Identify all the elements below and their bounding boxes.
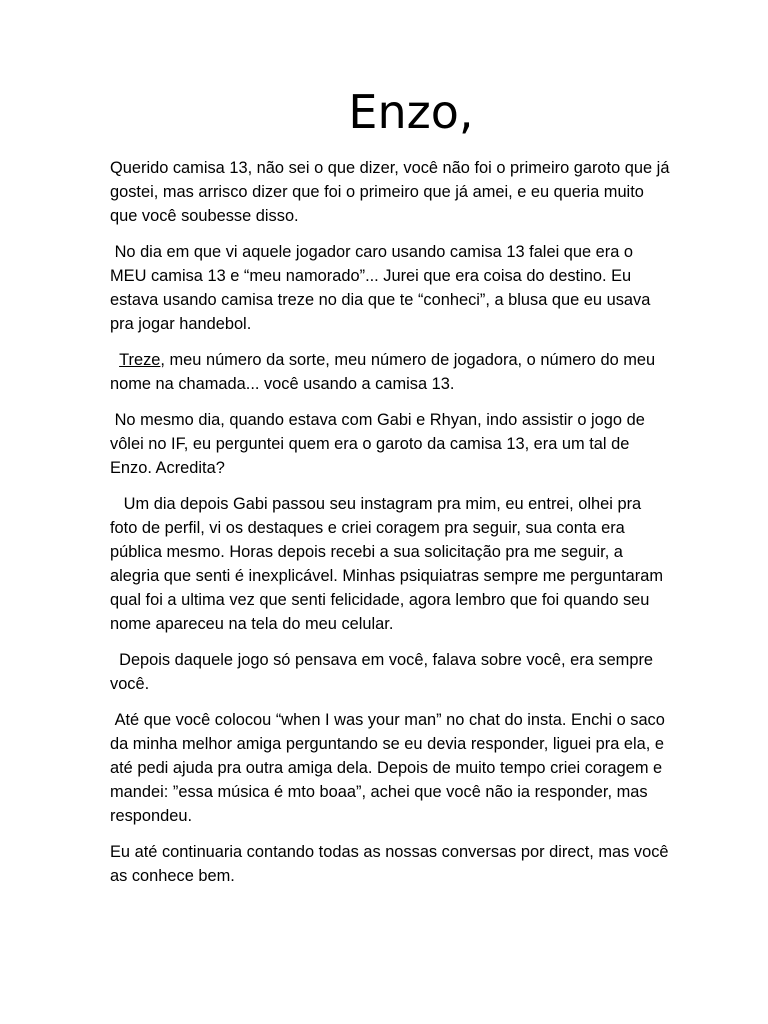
paragraph-1: Querido camisa 13, não sei o que dizer, você não foi o primeiro garoto que já gostei, mas arrisco dizer que foi o primeiro que já amei, e eu queria muito que você soubesse disso. [110, 159, 674, 225]
letter-title: Enzo, [348, 85, 474, 139]
paragraph-3-lead [110, 351, 119, 369]
paragraph-5: Um dia depois Gabi passou seu instagram pra mim, eu entrei, olhei pra foto de perfil, vi os destaques e criei coragem pra seguir, sua conta era pública mesmo. Horas depois recebi a sua solicitação pra me seguir, a alegria que senti é inexplicável. Minhas psiquiatras sempre me perguntaram qual foi a ultima vez que senti felicidade, agora lembro que foi quando seu nome apareceu na tela do meu celular. [110, 495, 668, 633]
letter-body [110, 156, 674, 900]
paragraph-2: No dia em que vi aquele jogador caro usando camisa 13 falei que era o MEU camisa 13 e “meu namorado”... Jurei que era coisa do destino. Eu estava usando camisa treze no dia que te “conheci”, a blusa que eu usava pra jogar handebol. [110, 243, 655, 333]
paragraph-4: No mesmo dia, quando estava com Gabi e Rhyan, indo assistir o jogo de vôlei no IF, eu perguntei quem era o garoto da camisa 13, era um tal de Enzo. Acredita? [110, 411, 650, 477]
paragraph-8: Eu até continuaria contando todas as nossas conversas por direct, mas você as conhece bem. [110, 843, 674, 885]
paragraph-7: Até que você colocou “when I was your man” no chat do insta. Enchi o saco da minha melhor amiga perguntando se eu devia responder, liguei pra ela, e até pedi ajuda pra outra amiga dela. Depois de muito tempo criei coragem e mandei: ”essa música é mto boaa”, achei que você não ia responder, mas respondeu. [110, 711, 670, 825]
paragraph-3-rest: , meu número da sorte, meu número de jogadora, o número do meu nome na chamada... você usando a camisa 13. [110, 351, 660, 393]
underlined-word: Treze [119, 351, 161, 369]
paragraph-6: Depois daquele jogo só pensava em você, falava sobre você, era sempre você. [110, 651, 658, 693]
paragraph-3 [110, 348, 670, 396]
